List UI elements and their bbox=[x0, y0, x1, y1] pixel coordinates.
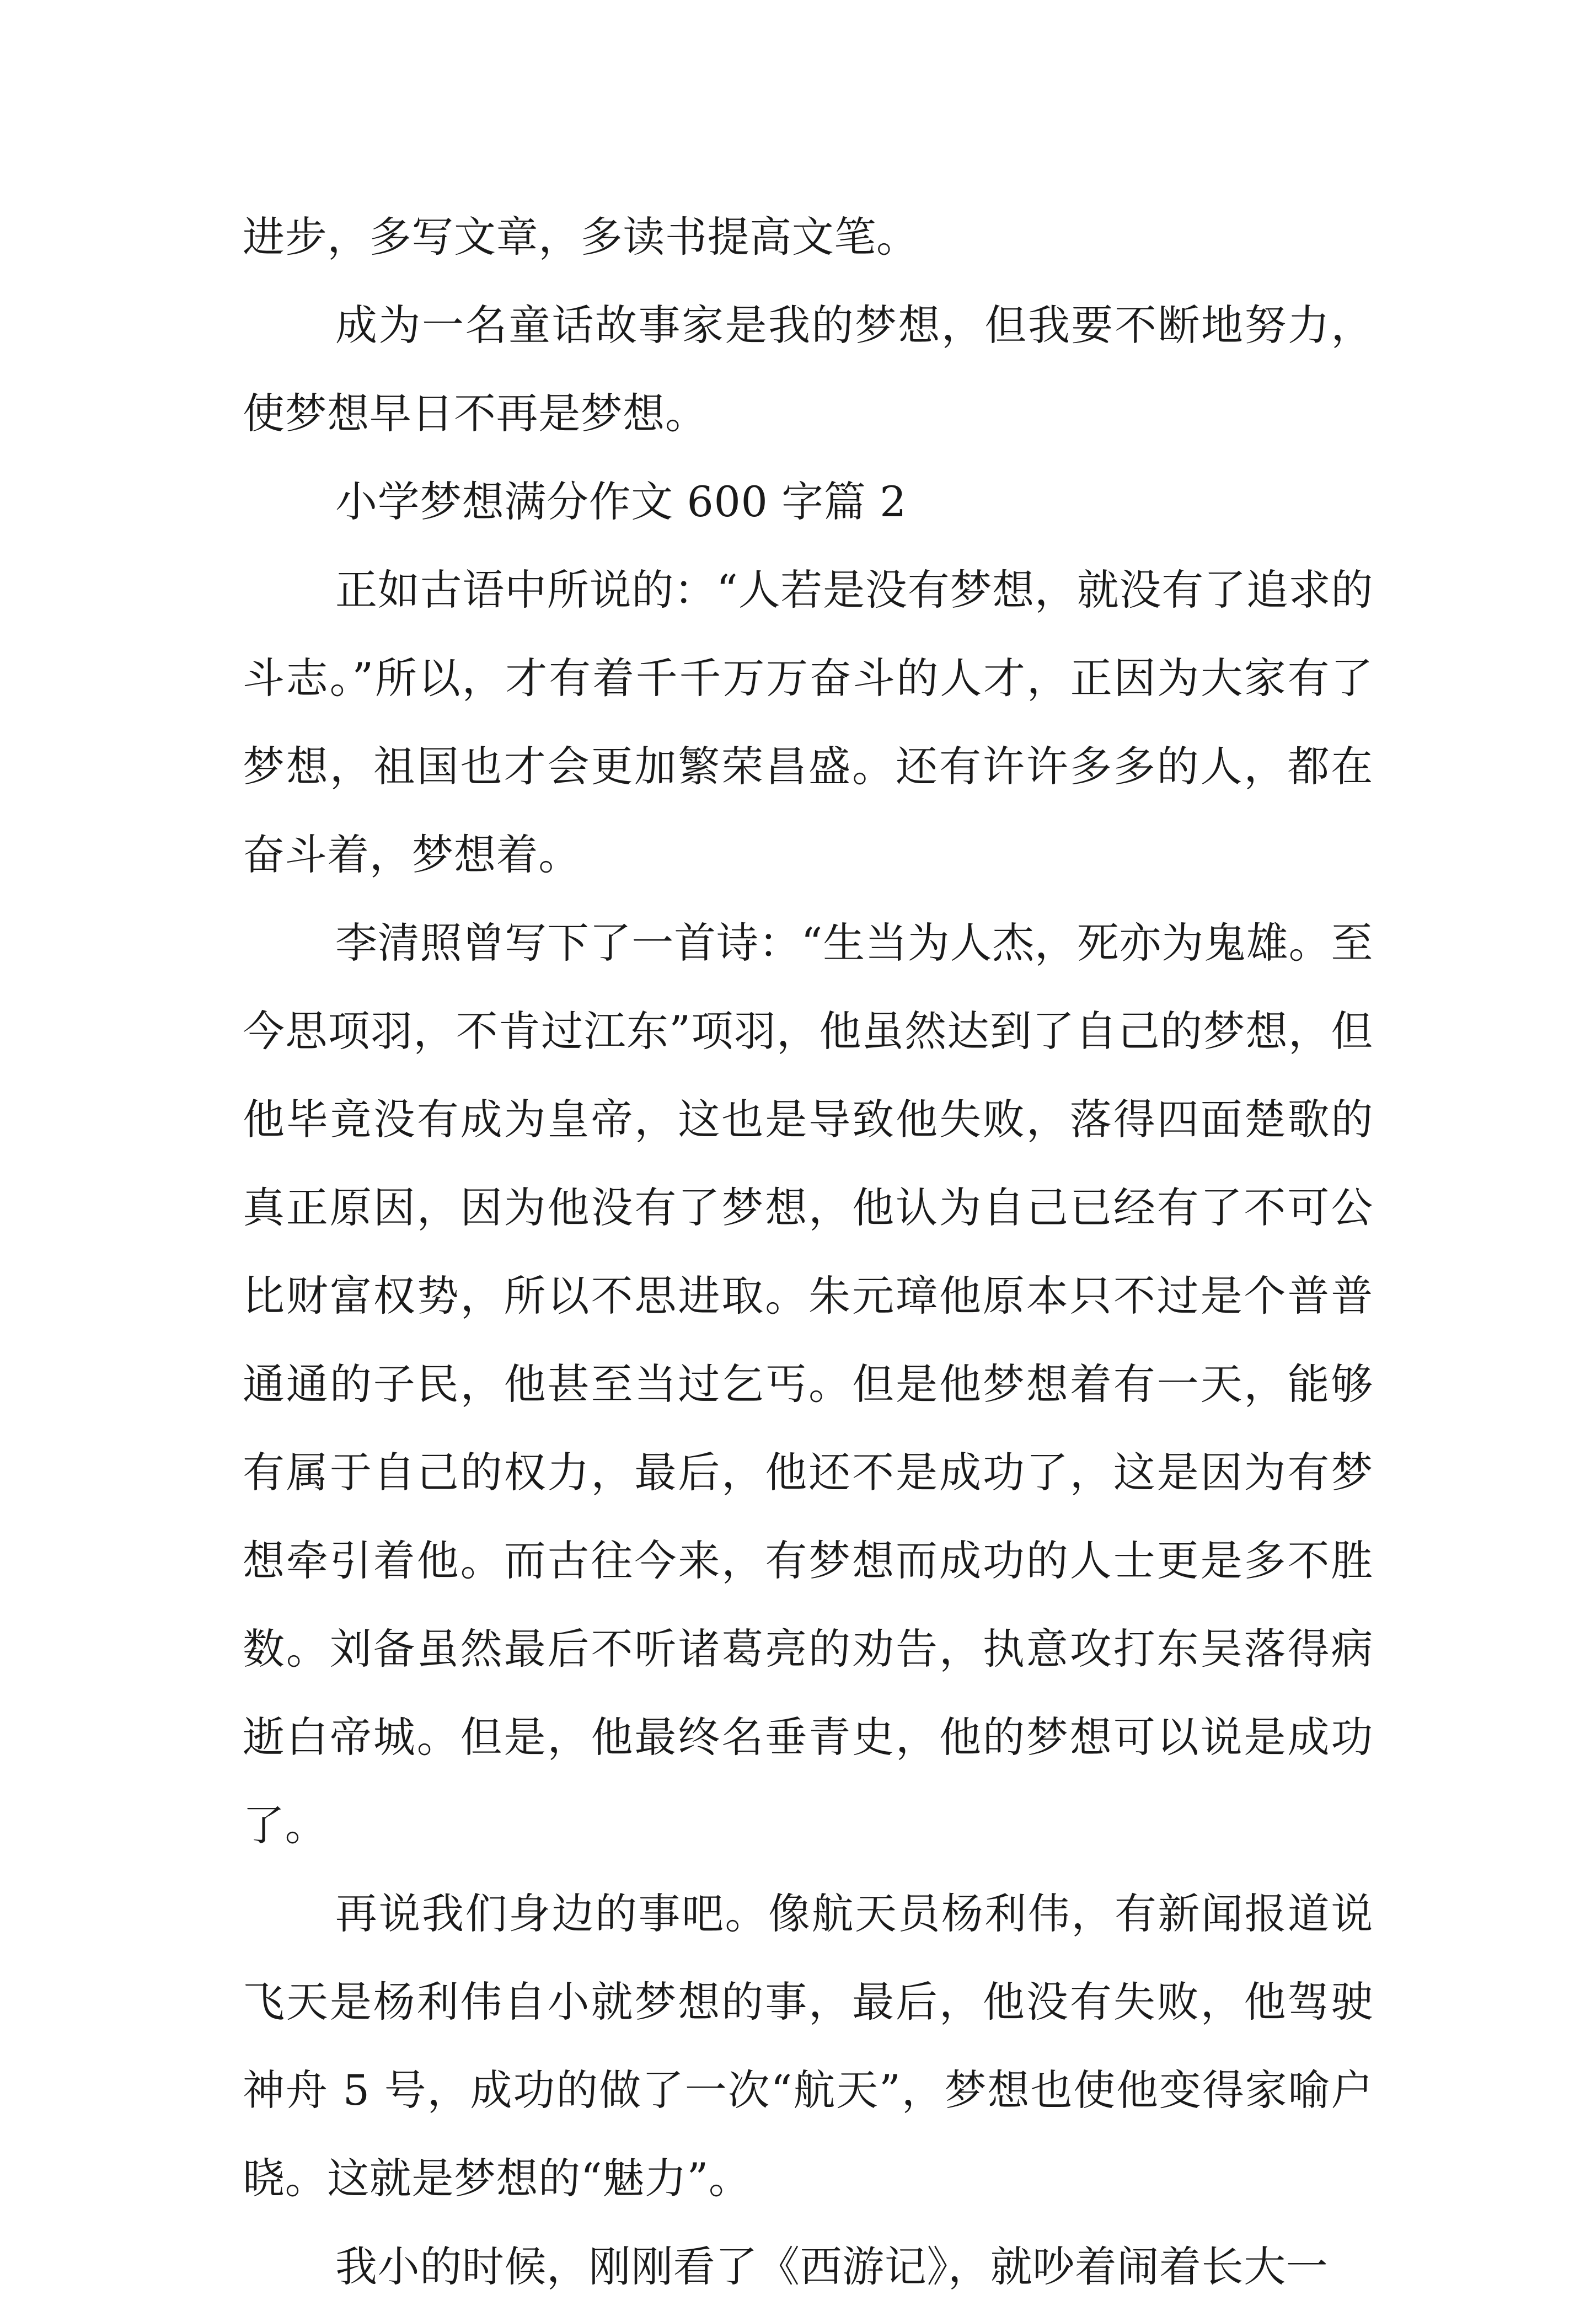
document-body bbox=[243, 193, 1373, 2311]
paragraph-dream-storyteller: 成为一名童话故事家是我的梦想，但我要不断地努力，使梦想早日不再是梦想。 bbox=[243, 301, 1373, 438]
paragraph-astronaut: 再说我们身边的事吧。像航天员杨利伟，有新闻报道说飞天是杨利伟自小就梦想的事，最后，他没有失败，他驾驶神舟 5 号，成功的做了一次“航天”，梦想也使他变得家喻户晓。这就是梦想的“魅力”。 bbox=[243, 1889, 1373, 2203]
section-heading: 小学梦想满分作文 600 字篇 2 bbox=[335, 477, 907, 526]
paragraph-childhood: 我小的时候，刚刚看了《西游记》，就吵着闹着长大一 bbox=[335, 2242, 1329, 2291]
paragraph-ancient-saying: 正如古语中所说的：“人若是没有梦想，就没有了追求的斗志。”所以，才有着千千万万奋斗的人才，正因为大家有了梦想，祖国也才会更加繁荣昌盛。还有许许多多的人，都在奋斗着，梦想着。 bbox=[243, 565, 1373, 879]
paragraph-historical-figures: 李清照曾写下了一首诗：“生当为人杰，死亦为鬼雄。至今思项羽，不肯过江东”项羽，他虽然达到了自己的梦想，但他毕竟没有成为皇帝，这也是导致他失败，落得四面楚歌的真正原因，因为他没有了梦想，他认为自己已经有了不可公比财富权势，所以不思进取。朱元璋他原本只不过是个普普通通的子民，他甚至当过乞丐。但是他梦想着有一天，能够有属于自己的权力，最后，他还不是成功了，这是因为有梦想牵引着他。而古往今来，有梦想而成功的人士更是多不胜数。刘备虽然最后不听诸葛亮的劝告，执意攻打东吴落得病逝白帝城。但是，他最终名垂青史，他的梦想可以说是成功了。 bbox=[243, 918, 1373, 1850]
paragraph-continuation: 进步，多写文章，多读书提高文笔。 bbox=[243, 212, 919, 261]
